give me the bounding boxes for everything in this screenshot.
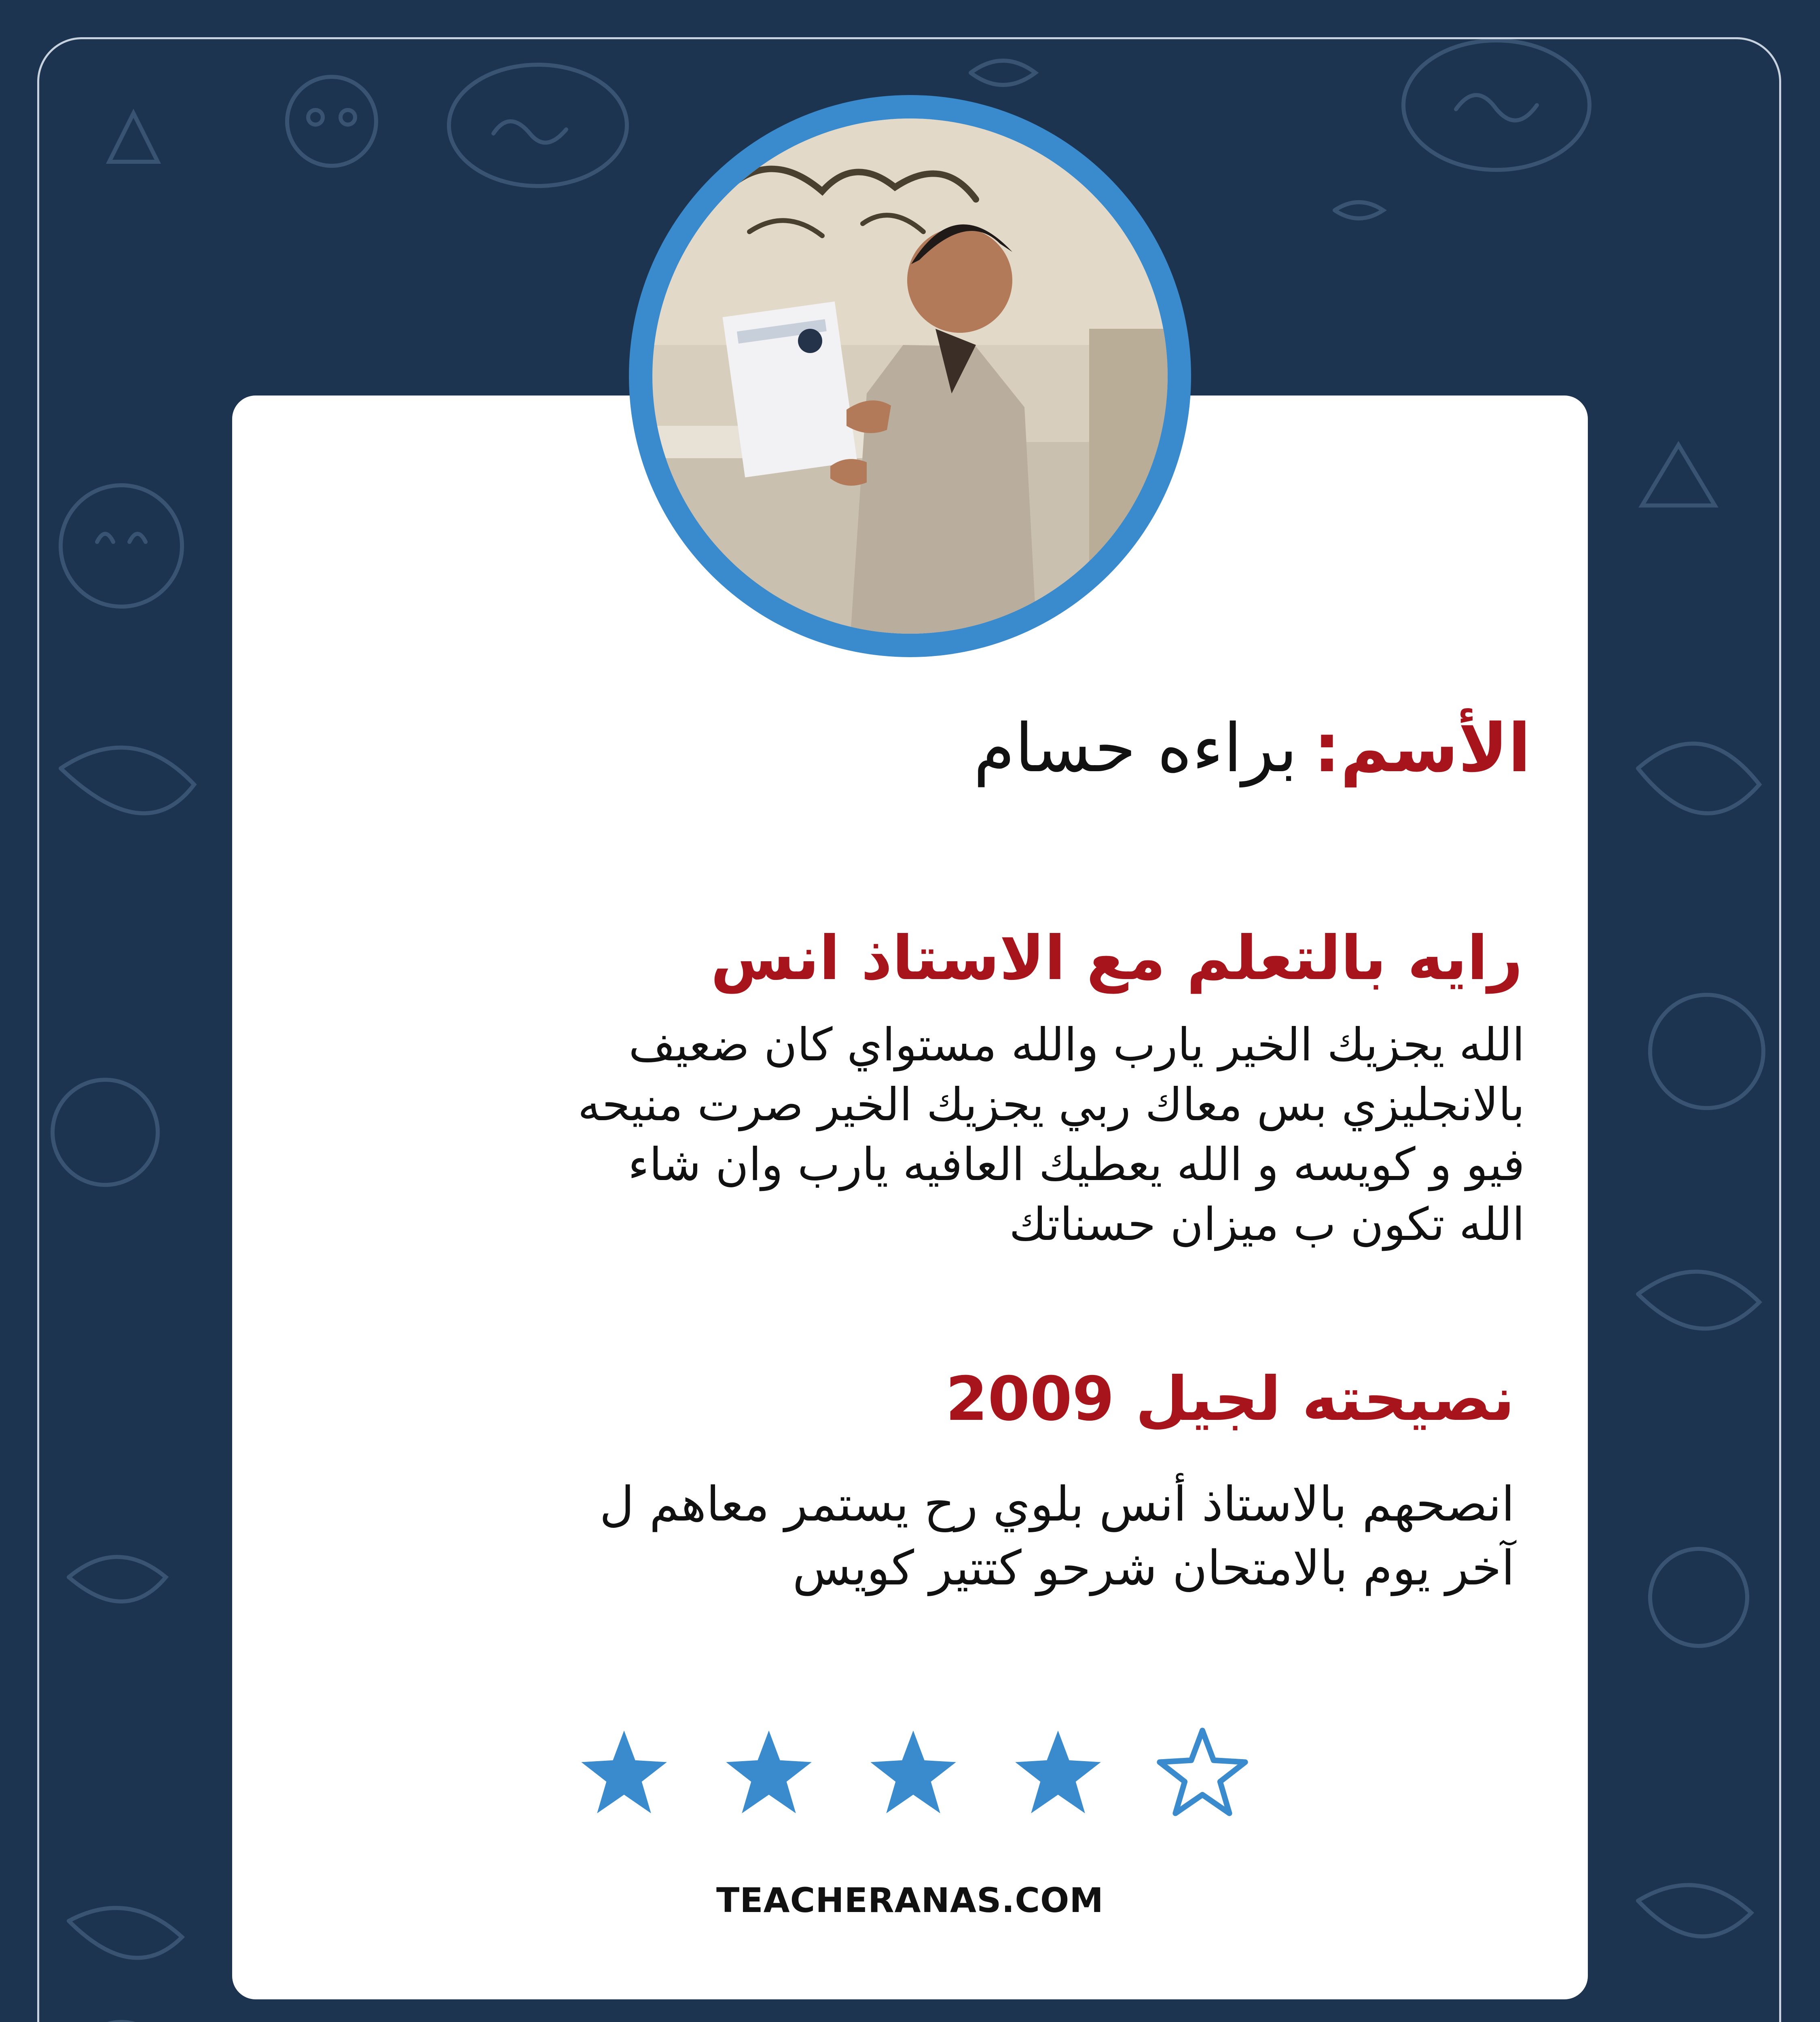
- opinion-text: [433, 1015, 1525, 1254]
- student-name: براءه حسام: [973, 709, 1297, 787]
- star-filled-icon: [578, 1727, 671, 1820]
- star-filled-icon: [1012, 1727, 1105, 1820]
- student-name-row: [520, 704, 1531, 793]
- star-filled-icon: [867, 1727, 960, 1820]
- star-empty-icon: [1156, 1727, 1249, 1820]
- opinion-line: الله يجزيك الخير يارب والله مستواي كان ضعيف: [629, 1019, 1525, 1071]
- advice-line: انصحهم بالاستاذ أنس بلوي رح يستمر معاهم ل: [599, 1476, 1515, 1532]
- star-filled-icon: [722, 1727, 815, 1820]
- student-photo: [652, 118, 1168, 634]
- opinion-line: فيو و كويسه و الله يعطيك العافيه يارب وان شاء: [628, 1138, 1525, 1191]
- opinion-title: رايه بالتعلم مع الاستاذ انس: [711, 923, 1523, 994]
- advice-title: نصيحته لجيل 2009: [945, 1364, 1515, 1434]
- website-link[interactable]: TEACHERANAS.COM: [716, 1880, 1104, 1920]
- advice-line: آخر يوم بالامتحان شرحو كتتير كويس: [792, 1540, 1515, 1596]
- star-rating: [578, 1727, 1249, 1820]
- advice-text: [342, 1472, 1515, 1600]
- opinion-line: بالانجليزي بس معاك ربي يجزيك الخير صرت منيحه: [578, 1079, 1525, 1131]
- avatar: [629, 95, 1191, 657]
- opinion-line: الله تكون ب ميزان حسناتك: [1009, 1198, 1525, 1251]
- name-label: الأسم:: [1313, 709, 1531, 787]
